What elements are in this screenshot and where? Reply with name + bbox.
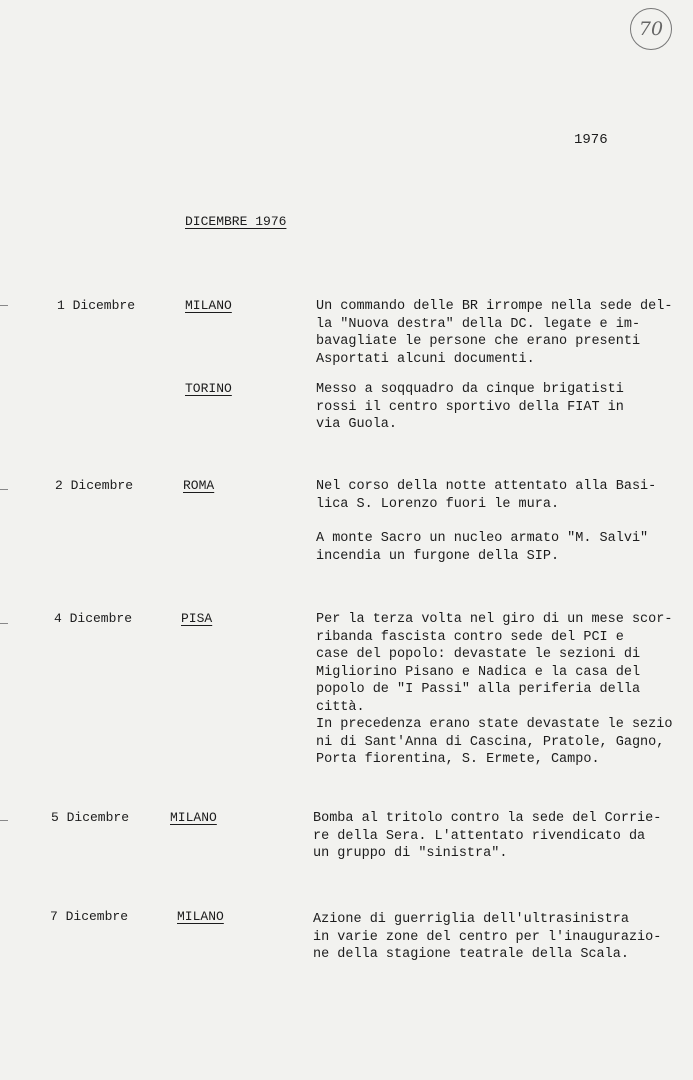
text-line: la "Nuova destra" della DC. legate e im- bbox=[316, 316, 641, 332]
entry-text bbox=[316, 298, 678, 368]
text-line: lica S. Lorenzo fuori le mura. bbox=[316, 496, 560, 512]
text-line: popolo de "I Passi" alla periferia della bbox=[316, 682, 641, 697]
entry-date: 5 Dicembre bbox=[51, 810, 130, 825]
entry-city: MILANO bbox=[177, 909, 224, 924]
section-heading: DICEMBRE 1976 bbox=[185, 214, 287, 229]
text-line: ribanda fascista contro sede del PCI e bbox=[316, 629, 624, 645]
entry-date: 1 Dicembre bbox=[57, 298, 136, 313]
handwritten-page-number: 70 bbox=[630, 8, 672, 50]
text-line: ni di Sant'Anna di Cascina, Pratole, Gagno, bbox=[316, 734, 665, 750]
entry-city: PISA bbox=[181, 611, 213, 626]
entry-text bbox=[316, 530, 678, 565]
text-line: Azione di guerriglia dell'ultrasinistra bbox=[313, 912, 629, 927]
text-line: città. bbox=[316, 699, 365, 715]
text-line: via Guola. bbox=[316, 417, 398, 432]
entry-city: MILANO bbox=[185, 298, 232, 313]
text-line: incendia un furgone della SIP. bbox=[316, 548, 560, 564]
binder-mark bbox=[0, 623, 8, 624]
text-line: Nel corso della notte attentato alla Basi- bbox=[316, 479, 657, 494]
entry-city: ROMA bbox=[183, 478, 215, 493]
binder-mark bbox=[0, 489, 8, 490]
text-line: rossi il centro sportivo della FIAT in bbox=[316, 399, 624, 415]
text-line: Asportati alcuni documenti. bbox=[316, 351, 535, 367]
text-line: Migliorino Pisano e Nadica e la casa del bbox=[316, 664, 641, 680]
text-line: bavagliate le persone che erano presenti bbox=[316, 334, 641, 349]
text-line: in varie zone del centro per l'inaugurazio- bbox=[313, 929, 662, 945]
entry-text bbox=[313, 911, 675, 964]
text-line: A monte Sacro un nucleo armato "M. Salvi" bbox=[316, 531, 649, 546]
entry-text bbox=[316, 611, 678, 769]
text-line: case del popolo: devastate le sezioni di bbox=[316, 647, 641, 662]
binder-mark bbox=[0, 305, 8, 306]
entry-text bbox=[313, 810, 675, 863]
entry-text bbox=[316, 381, 678, 434]
binder-mark bbox=[0, 820, 8, 821]
text-line: Messo a soqquadro da cinque brigatisti bbox=[316, 382, 624, 397]
entry-date: 4 Dicembre bbox=[54, 611, 133, 626]
entry-text bbox=[316, 478, 678, 513]
page-year: 1976 bbox=[574, 132, 608, 148]
entry-date: 2 Dicembre bbox=[55, 478, 134, 493]
text-line: ne della stagione teatrale della Scala. bbox=[313, 947, 629, 962]
text-line: re della Sera. L'attentato rivendicato da bbox=[313, 828, 646, 844]
text-line: un gruppo di "sinistra". bbox=[313, 846, 508, 861]
entry-city: MILANO bbox=[170, 810, 217, 825]
text-line: Porta fiorentina, S. Ermete, Campo. bbox=[316, 752, 600, 767]
text-line: Un commando delle BR irrompe nella sede del- bbox=[316, 299, 673, 314]
entry-city: TORINO bbox=[185, 381, 232, 396]
text-line: Per la terza volta nel giro di un mese scor- bbox=[316, 612, 673, 627]
text-line: In precedenza erano state devastate le sezio bbox=[316, 717, 673, 732]
text-line: Bomba al tritolo contro la sede del Corrie- bbox=[313, 811, 662, 826]
entry-date: 7 Dicembre bbox=[50, 909, 129, 924]
